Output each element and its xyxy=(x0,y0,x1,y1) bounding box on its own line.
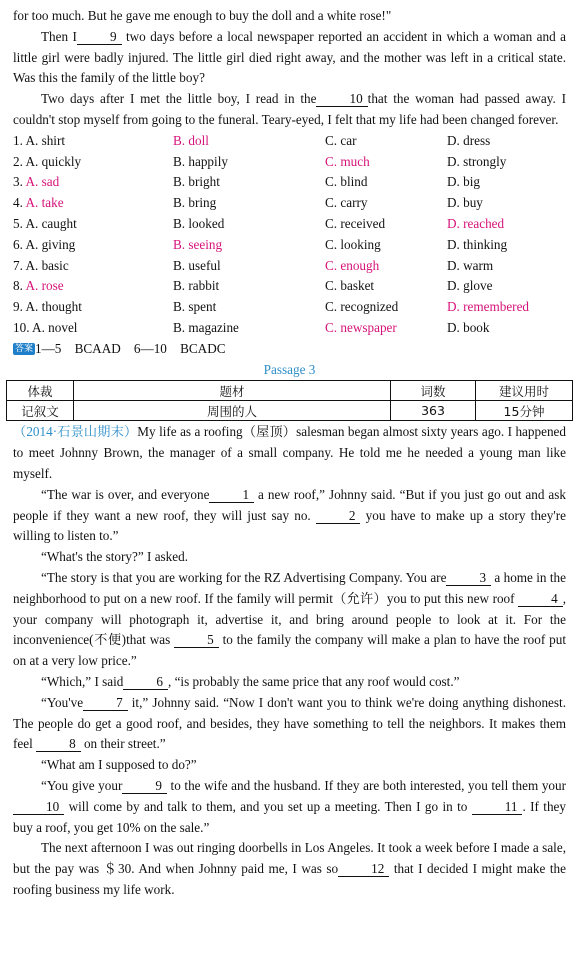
passage-text: The next afternoon I was out ringing doorbells in Los Angeles. It took a week before I made a sale, but the pay was ＄30. And when Johnny paid me, I was so xyxy=(13,840,566,877)
option-a[interactable]: 1. A. shirt xyxy=(13,132,66,148)
option-c[interactable]: C. blind xyxy=(325,174,368,190)
story-top xyxy=(0,6,579,131)
passage-text: it,” Johnny said. “Now I don't want you to think we're doing anything dishonest. The people do get a good roof, and besides, they have something to tell the neighbors. It makes them feel xyxy=(13,694,566,752)
option-a[interactable]: 9. A. thought xyxy=(13,299,82,315)
passage-paragraph xyxy=(13,568,566,672)
option-c[interactable]: C. enough xyxy=(325,257,380,273)
passage-text: “What's the story?” I asked. xyxy=(41,549,189,565)
passage-text: a new roof,” Johnny said. “But if you just go out and ask people if they want a new roof, they will just say no. xyxy=(13,486,566,523)
option-row xyxy=(13,193,579,214)
option-d[interactable]: D. remembered xyxy=(447,299,530,315)
passage-text: , “is probably the same price that any roof would cost.” xyxy=(167,673,460,689)
option-b[interactable]: B. spent xyxy=(173,299,217,315)
option-c[interactable]: C. newspaper xyxy=(325,319,397,335)
table-row xyxy=(7,401,573,421)
option-c[interactable]: C. carry xyxy=(325,195,368,211)
passage-text: you have to make up a story they're willing to listen to.” xyxy=(13,507,566,544)
option-b[interactable]: B. happily xyxy=(173,153,228,169)
option-b[interactable]: B. rabbit xyxy=(173,278,220,294)
passage-text: that I decided I might make the roofing business my life work. xyxy=(13,861,566,897)
passage-text: “The war is over, and everyone xyxy=(41,486,210,502)
option-b[interactable]: B. seeing xyxy=(173,236,223,252)
option-row xyxy=(13,152,579,173)
blank-4[interactable]: 4 xyxy=(518,591,563,607)
answer-tag: 答案 xyxy=(15,343,34,354)
option-c[interactable]: C. recognized xyxy=(325,299,399,315)
passage-text: “Which,” I said xyxy=(41,673,124,689)
option-c[interactable]: C. looking xyxy=(325,236,381,252)
passage-paragraph xyxy=(13,422,566,484)
blank-9[interactable]: 9 xyxy=(122,778,167,794)
passage-paragraph xyxy=(13,672,566,693)
passage-text: . If they buy a roof, you get 10% on the sale.” xyxy=(13,798,566,835)
passage-text: “You've xyxy=(41,694,84,710)
option-b[interactable]: B. useful xyxy=(173,257,221,273)
blank-8[interactable]: 8 xyxy=(36,736,81,752)
option-b[interactable]: B. looked xyxy=(173,215,225,231)
table-header-cell: 体裁 xyxy=(7,381,74,401)
option-a[interactable]: 5. A. caught xyxy=(13,215,77,231)
option-c[interactable]: C. basket xyxy=(325,278,375,294)
passage-paragraph xyxy=(13,776,566,838)
option-a[interactable]: 4. A. take xyxy=(13,195,64,211)
option-d[interactable]: D. dress xyxy=(447,132,491,148)
table-cell: 363 xyxy=(391,401,476,421)
story-paragraph: Two days after I met the little boy, I read in the 10 that the woman had passed away. I couldn't stop myself from going to the funeral. Teary-eyed, I felt that my life had been changed forever. xyxy=(13,91,566,127)
table-header-cell: 建议用时 xyxy=(476,381,573,401)
option-a[interactable]: 7. A. basic xyxy=(13,257,69,273)
table-header-row xyxy=(7,381,573,401)
option-d[interactable]: D. warm xyxy=(447,257,494,273)
blank-2[interactable]: 2 xyxy=(316,508,361,524)
passage-text: to the family the company will make a plan to have the roof put on at a very low price.” xyxy=(13,632,566,669)
option-d[interactable]: D. big xyxy=(447,174,480,190)
passage-text: “The story is that you are working for the RZ Advertising Company. You are xyxy=(41,569,447,585)
table-cell: 15分钟 xyxy=(476,401,573,421)
table-header-cell: 题材 xyxy=(74,381,391,401)
passage-info-table xyxy=(6,380,573,421)
option-a[interactable]: 10. A. novel xyxy=(13,319,78,335)
passage-text: My life as a roofing（屋顶）salesman began almost sixty years ago. I happened to meet Johnny Brown, the manager of a small company. He told me he needed a young man like myself. xyxy=(13,424,566,481)
table-header-cell: 词数 xyxy=(391,381,476,401)
passage-text: on their street.” xyxy=(80,736,166,752)
answer-line xyxy=(13,339,579,360)
option-row xyxy=(13,297,579,318)
table-cell: 记叙文 xyxy=(7,401,74,421)
option-b[interactable]: B. bring xyxy=(173,195,217,211)
option-b[interactable]: B. bright xyxy=(173,174,220,190)
option-d[interactable]: D. strongly xyxy=(447,153,507,169)
passage-text: “You give your xyxy=(41,777,123,793)
passage-text: , your company will photograph it, advertise it, and bring around people to look at it. For the inconvenience(不便)that was xyxy=(13,590,566,648)
blank-5[interactable]: 5 xyxy=(174,632,219,648)
option-a[interactable]: 2. A. quickly xyxy=(13,153,82,169)
option-row xyxy=(13,235,579,256)
option-a[interactable]: 8. A. rose xyxy=(13,278,64,294)
option-c[interactable]: C. received xyxy=(325,215,386,231)
option-row xyxy=(13,172,579,193)
blank-12[interactable]: 12 xyxy=(338,861,389,877)
blank-6[interactable]: 6 xyxy=(123,674,168,690)
blank-10[interactable]: 10 xyxy=(13,799,64,815)
option-d[interactable]: D. buy xyxy=(447,195,483,211)
blank-11[interactable]: 11 xyxy=(472,799,523,815)
option-row xyxy=(13,276,579,297)
option-a[interactable]: 3. A. sad xyxy=(13,174,60,190)
option-row xyxy=(13,214,579,235)
option-c[interactable]: C. car xyxy=(325,132,357,148)
passage-paragraph xyxy=(13,755,566,776)
story-line: for too much. But he gave me enough to buy the doll and a white rose!" xyxy=(13,8,392,23)
option-a[interactable]: 6. A. giving xyxy=(13,236,76,252)
option-c[interactable]: C. much xyxy=(325,153,370,169)
answer-text: 1—5 BCAAD 6—10 BCADC xyxy=(35,340,226,356)
option-d[interactable]: D. book xyxy=(447,319,490,335)
passage-body xyxy=(0,422,579,900)
option-d[interactable]: D. reached xyxy=(447,215,505,231)
blank-10[interactable]: 10 xyxy=(316,91,367,107)
table-cell: 周围的人 xyxy=(74,401,391,421)
passage-paragraph xyxy=(13,547,566,568)
source-label: （2014·石景山期末） xyxy=(13,424,138,440)
passage-paragraph xyxy=(13,693,566,755)
option-d[interactable]: D. thinking xyxy=(447,236,508,252)
option-b[interactable]: B. doll xyxy=(173,132,209,148)
passage-text: “What am I supposed to do?” xyxy=(41,757,197,773)
option-row xyxy=(13,256,579,277)
passage-paragraph xyxy=(13,485,566,547)
option-row xyxy=(13,131,579,152)
blank-9[interactable]: 9 xyxy=(77,29,122,45)
story-paragraph: Then I 9 two days before a local newspaper reported an accident in which a woman and a little girl were badly injured. The little girl died right away, and the mother was left in a critical state. Was this the family of the little boy? xyxy=(13,28,567,86)
blank-3[interactable]: 3 xyxy=(446,570,491,586)
passage-text: will come by and talk to them, and you set up a meeting. Then I go in to xyxy=(64,798,472,814)
option-d[interactable]: D. glove xyxy=(447,278,493,294)
passage-paragraph xyxy=(13,838,566,900)
option-b[interactable]: B. magazine xyxy=(173,319,239,335)
blank-7[interactable]: 7 xyxy=(83,695,128,711)
options-list xyxy=(13,131,579,339)
option-row xyxy=(13,318,579,339)
passage-title: Passage 3 xyxy=(263,361,316,377)
passage-text: a home in the neighborhood to put on a new roof. If the family will permit（允许）you to put this new roof xyxy=(13,569,566,606)
blank-1[interactable]: 1 xyxy=(209,487,254,503)
passage-text: to the wife and the husband. If they are both interested, you tell them your xyxy=(166,777,566,793)
